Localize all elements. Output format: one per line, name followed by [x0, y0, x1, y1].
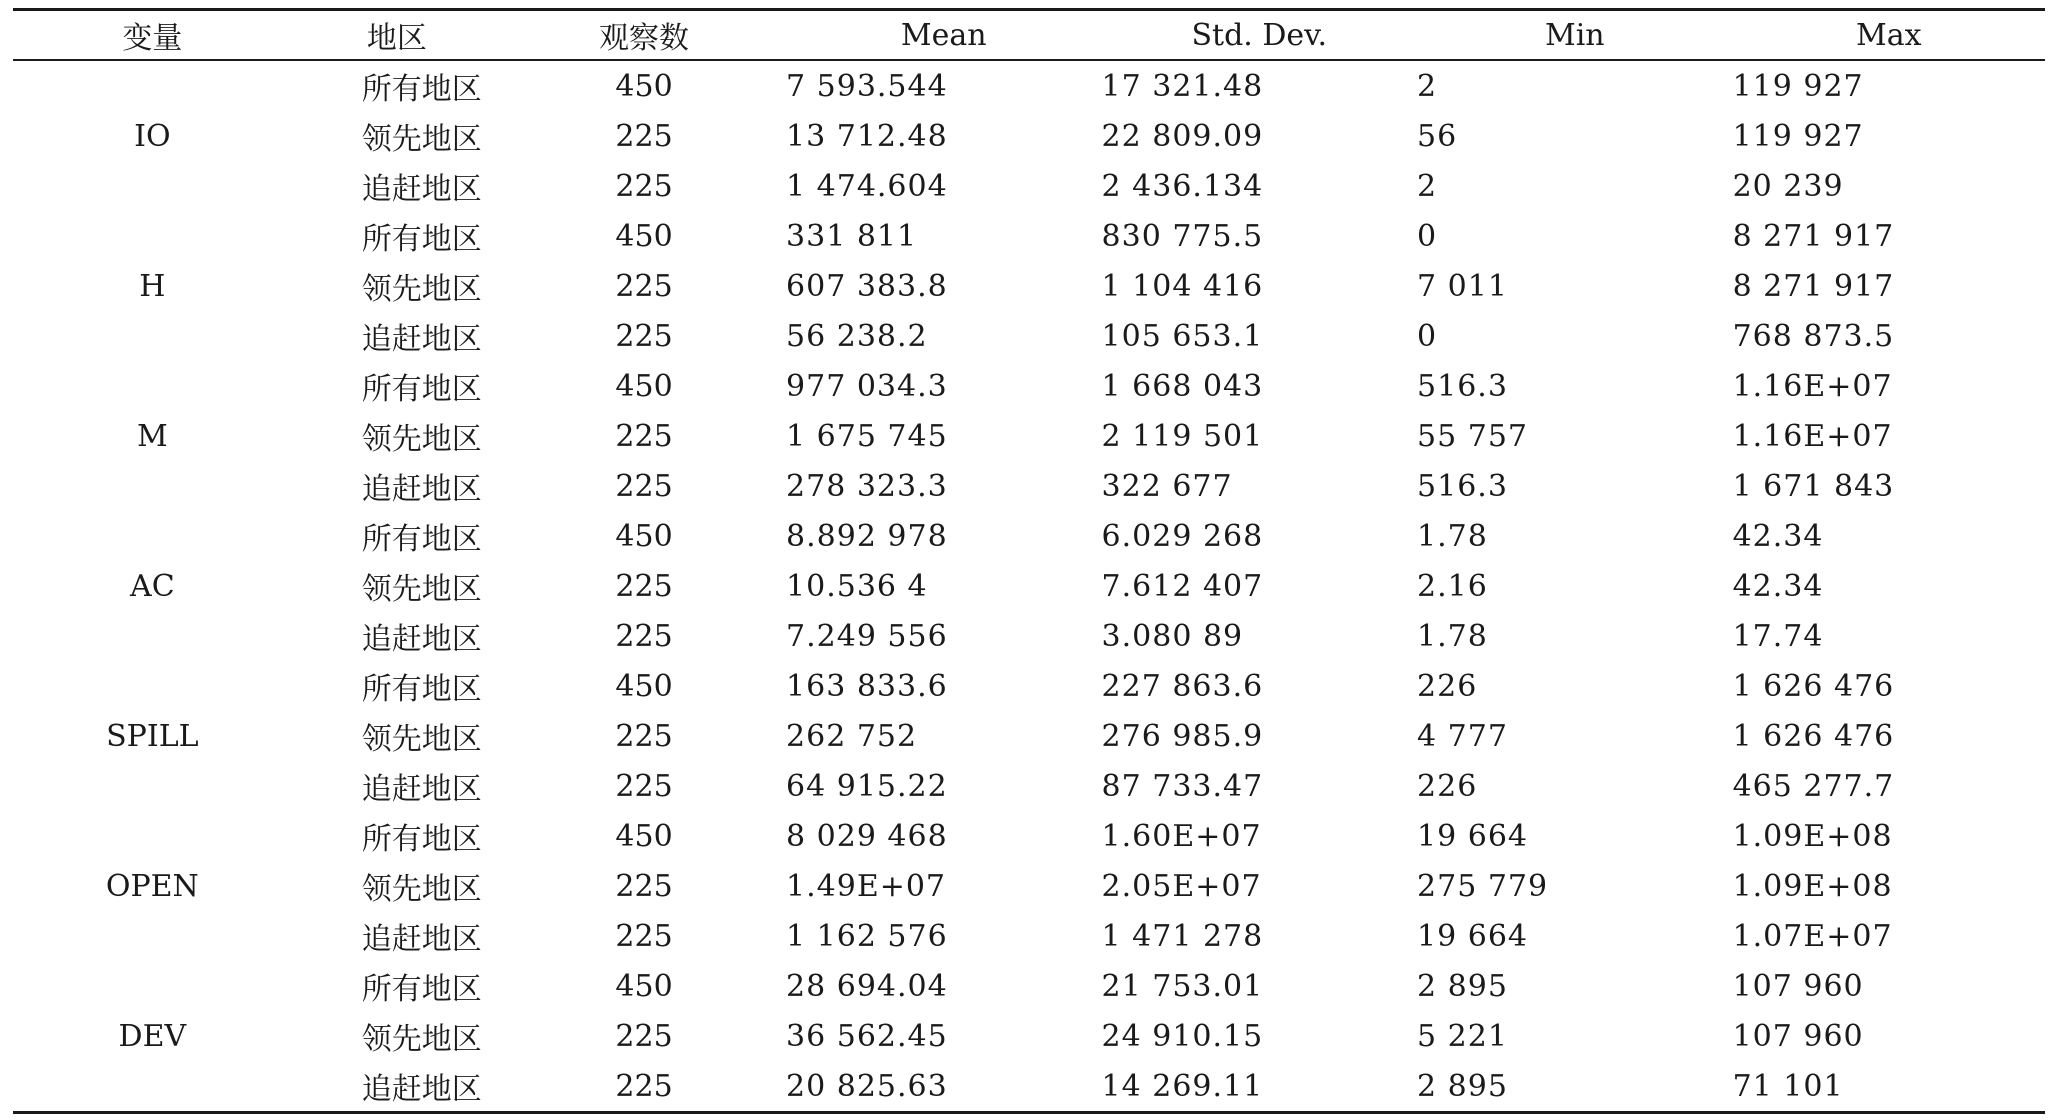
- cell-std-dev: 322 677: [1101, 468, 1233, 504]
- cell-observations: 225: [615, 118, 673, 154]
- cell-variable: [13, 811, 292, 861]
- cell-observations: 450: [615, 518, 673, 554]
- table-row: [13, 111, 2045, 161]
- cell-variable: [13, 911, 292, 961]
- cell-std-dev: 276 985.9: [1101, 718, 1264, 754]
- cell-min: 0: [1417, 218, 1438, 254]
- cell-region: 追赶地区: [361, 322, 482, 357]
- header-observations: 观察数: [502, 10, 786, 61]
- cell-min: 4 777: [1417, 718, 1508, 754]
- cell-region: 所有地区: [361, 72, 482, 107]
- cell-variable: [13, 60, 292, 111]
- cell-std-dev: 1 104 416: [1101, 268, 1264, 304]
- cell-variable: IO: [134, 118, 171, 154]
- table-body: [13, 60, 2045, 1113]
- cell-std-dev: 1 668 043: [1101, 368, 1264, 404]
- cell-mean: 7 593.544: [786, 68, 948, 104]
- cell-observations: 450: [615, 818, 673, 854]
- cell-mean: 278 323.3: [786, 468, 948, 504]
- cell-variable: [13, 161, 292, 211]
- cell-variable: SPILL: [106, 718, 199, 754]
- table-row: [13, 1061, 2045, 1113]
- cell-mean: 331 811: [786, 218, 918, 254]
- cell-mean: 1 162 576: [786, 918, 948, 954]
- table-row: [13, 361, 2045, 411]
- table-row: [13, 511, 2045, 561]
- cell-mean: 1 474.604: [786, 168, 948, 204]
- table-row: [13, 1011, 2045, 1061]
- cell-max: 768 873.5: [1732, 318, 1895, 354]
- cell-min: 226: [1417, 668, 1478, 704]
- cell-max: 20 239: [1732, 168, 1844, 204]
- cell-max: 107 960: [1732, 968, 1864, 1004]
- cell-observations: 225: [502, 1061, 786, 1113]
- cell-region: 领先地区: [361, 722, 482, 757]
- table-row: [13, 411, 2045, 461]
- cell-max: 1.16E+07: [1732, 418, 1893, 454]
- table-row: [13, 961, 2045, 1011]
- cell-region: 所有地区: [361, 972, 482, 1007]
- cell-observations: 225: [615, 168, 673, 204]
- cell-observations: 225: [615, 468, 673, 504]
- cell-max: 1.09E+08: [1732, 868, 1893, 904]
- cell-max: 1.09E+08: [1732, 818, 1893, 854]
- cell-std-dev: 1.60E+07: [1101, 818, 1262, 854]
- cell-variable: [13, 761, 292, 811]
- cell-max: 465 277.7: [1732, 768, 1895, 804]
- cell-observations: 450: [615, 368, 673, 404]
- table-row: [13, 711, 2045, 761]
- cell-max: 119 927: [1732, 68, 1864, 104]
- table-row: [13, 761, 2045, 811]
- cell-std-dev: 87 733.47: [1101, 768, 1264, 804]
- cell-std-dev: 2 436.134: [1101, 168, 1264, 204]
- cell-mean: 56 238.2: [786, 318, 928, 354]
- cell-variable: [13, 311, 292, 361]
- cell-max: 1 626 476: [1732, 668, 1895, 704]
- cell-variable: [13, 211, 292, 261]
- table-row: [13, 161, 2045, 211]
- cell-region: 领先地区: [361, 1022, 482, 1057]
- cell-max: 1 671 843: [1732, 468, 1895, 504]
- cell-region: 领先地区: [361, 572, 482, 607]
- cell-min: 2 895: [1417, 968, 1508, 1004]
- cell-variable: [13, 461, 292, 511]
- cell-min: 516.3: [1417, 368, 1508, 404]
- cell-mean: 20 825.63: [786, 1061, 1102, 1113]
- cell-mean: 8 029 468: [786, 818, 948, 854]
- cell-variable: DEV: [118, 1018, 187, 1054]
- cell-std-dev: 14 269.11: [1102, 1061, 1418, 1113]
- cell-observations: 225: [615, 868, 673, 904]
- header-max: Max: [1733, 10, 2045, 61]
- cell-max: 119 927: [1732, 118, 1864, 154]
- cell-min: 19 664: [1417, 918, 1529, 954]
- cell-max: 1.07E+07: [1732, 918, 1893, 954]
- cell-variable: [13, 661, 292, 711]
- cell-min: 2: [1417, 168, 1438, 204]
- cell-max: 71 101: [1733, 1061, 2045, 1113]
- table-row: [13, 911, 2045, 961]
- cell-variable: [13, 961, 292, 1011]
- cell-max: 42.34: [1732, 518, 1824, 554]
- cell-std-dev: 830 775.5: [1101, 218, 1264, 254]
- cell-mean: 36 562.45: [786, 1018, 948, 1054]
- cell-min: 0: [1417, 318, 1438, 354]
- cell-min: 2 895: [1417, 1061, 1733, 1113]
- cell-region: 所有地区: [361, 222, 482, 257]
- cell-observations: 450: [615, 218, 673, 254]
- cell-min: 55 757: [1417, 418, 1529, 454]
- table-row: [13, 211, 2045, 261]
- cell-region: 追赶地区: [292, 1061, 502, 1113]
- cell-min: 2: [1417, 68, 1438, 104]
- cell-max: 1 626 476: [1732, 718, 1895, 754]
- header-min: Min: [1417, 10, 1733, 61]
- cell-mean: 13 712.48: [786, 118, 948, 154]
- cell-std-dev: 17 321.48: [1101, 68, 1264, 104]
- cell-mean: 607 383.8: [786, 268, 948, 304]
- cell-observations: 450: [615, 68, 673, 104]
- cell-std-dev: 24 910.15: [1101, 1018, 1264, 1054]
- table-row: [13, 811, 2045, 861]
- cell-mean: 7.249 556: [786, 618, 948, 654]
- cell-max: 42.34: [1732, 568, 1824, 604]
- table-header: [13, 10, 2045, 61]
- cell-region: 领先地区: [361, 122, 482, 157]
- cell-variable: M: [136, 418, 168, 454]
- descriptive-statistics-table: [13, 8, 2045, 1114]
- table-row: [13, 311, 2045, 361]
- cell-region: 所有地区: [361, 672, 482, 707]
- cell-max: 17.74: [1732, 618, 1824, 654]
- cell-region: 追赶地区: [361, 622, 482, 657]
- cell-std-dev: 7.612 407: [1101, 568, 1264, 604]
- cell-observations: 225: [615, 268, 673, 304]
- cell-variable: AC: [130, 568, 175, 604]
- cell-std-dev: 6.029 268: [1101, 518, 1264, 554]
- cell-std-dev: 2.05E+07: [1101, 868, 1262, 904]
- cell-max: 107 960: [1732, 1018, 1864, 1054]
- cell-std-dev: 22 809.09: [1101, 118, 1264, 154]
- cell-max: 1.16E+07: [1732, 368, 1893, 404]
- cell-std-dev: 105 653.1: [1101, 318, 1264, 354]
- table-row: [13, 261, 2045, 311]
- cell-region: 领先地区: [361, 272, 482, 307]
- cell-min: 2.16: [1417, 568, 1488, 604]
- cell-variable: [13, 361, 292, 411]
- cell-variable: [13, 1061, 292, 1113]
- cell-variable: [13, 511, 292, 561]
- cell-mean: 8.892 978: [786, 518, 948, 554]
- cell-std-dev: 1 471 278: [1101, 918, 1264, 954]
- cell-variable: [13, 611, 292, 661]
- header-region: 地区: [292, 10, 502, 61]
- table-row: [13, 60, 2045, 111]
- header-std-dev: Std. Dev.: [1102, 10, 1418, 61]
- cell-observations: 225: [615, 718, 673, 754]
- table-row: [13, 661, 2045, 711]
- cell-observations: 225: [615, 568, 673, 604]
- cell-region: 追赶地区: [361, 772, 482, 807]
- cell-min: 19 664: [1417, 818, 1529, 854]
- table-row: [13, 461, 2045, 511]
- table-row: [13, 611, 2045, 661]
- cell-min: 56: [1417, 118, 1458, 154]
- cell-region: 追赶地区: [361, 172, 482, 207]
- cell-observations: 225: [615, 1018, 673, 1054]
- header-mean: Mean: [786, 10, 1102, 61]
- cell-region: 所有地区: [361, 372, 482, 407]
- cell-std-dev: 21 753.01: [1101, 968, 1264, 1004]
- header-row: [13, 10, 2045, 61]
- cell-observations: 450: [615, 968, 673, 1004]
- cell-observations: 225: [615, 768, 673, 804]
- cell-observations: 225: [615, 918, 673, 954]
- cell-region: 领先地区: [361, 872, 482, 907]
- cell-max: 8 271 917: [1732, 268, 1895, 304]
- descriptive-statistics-table-container: [13, 8, 2045, 1114]
- cell-mean: 163 833.6: [786, 668, 948, 704]
- cell-mean: 10.536 4: [786, 568, 928, 604]
- cell-region: 所有地区: [361, 522, 482, 557]
- cell-min: 5 221: [1417, 1018, 1508, 1054]
- table-row: [13, 561, 2045, 611]
- cell-min: 275 779: [1417, 868, 1549, 904]
- cell-mean: 262 752: [786, 718, 918, 754]
- cell-region: 追赶地区: [361, 472, 482, 507]
- cell-variable: H: [139, 268, 166, 304]
- cell-min: 1.78: [1417, 518, 1488, 554]
- cell-min: 516.3: [1417, 468, 1508, 504]
- cell-observations: 225: [615, 418, 673, 454]
- cell-region: 追赶地区: [361, 922, 482, 957]
- cell-mean: 28 694.04: [786, 968, 948, 1004]
- table-row: [13, 861, 2045, 911]
- cell-std-dev: 3.080 89: [1101, 618, 1244, 654]
- cell-observations: 450: [615, 668, 673, 704]
- cell-min: 1.78: [1417, 618, 1488, 654]
- cell-mean: 64 915.22: [786, 768, 948, 804]
- cell-std-dev: 2 119 501: [1101, 418, 1264, 454]
- cell-observations: 225: [615, 618, 673, 654]
- cell-mean: 1.49E+07: [786, 868, 947, 904]
- cell-std-dev: 227 863.6: [1101, 668, 1264, 704]
- cell-mean: 977 034.3: [786, 368, 948, 404]
- header-variable: 变量: [13, 10, 292, 61]
- cell-observations: 225: [615, 318, 673, 354]
- cell-region: 领先地区: [361, 422, 482, 457]
- cell-region: 所有地区: [361, 822, 482, 857]
- cell-mean: 1 675 745: [786, 418, 948, 454]
- cell-max: 8 271 917: [1732, 218, 1895, 254]
- cell-min: 226: [1417, 768, 1478, 804]
- cell-variable: OPEN: [105, 868, 199, 904]
- cell-min: 7 011: [1417, 268, 1508, 304]
